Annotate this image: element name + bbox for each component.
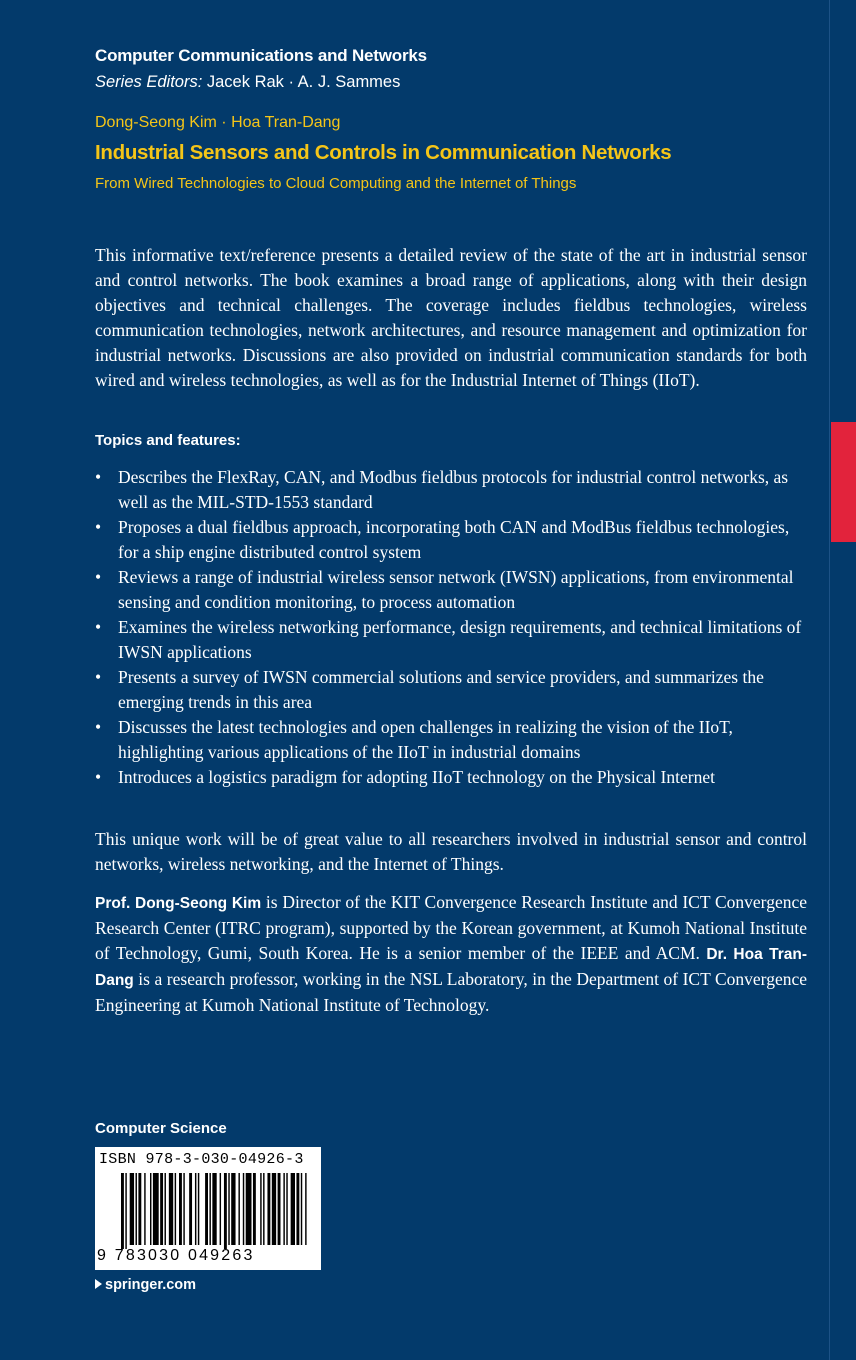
barcode-bar (153, 1173, 159, 1245)
bio-author1-text: is Director of the KIT Convergence Research Institute and ICT Convergence Research Center (ITRC program), supported by the Korean government, at Kumoh National Institute of Technology, Gumi, South Korea. He is a senior member of the IEEE and ACM. (95, 892, 808, 963)
bio-author1-name: Prof. Dong-Seong Kim (95, 895, 262, 912)
bio-author2-text: is a research professor, working in the NSL Laboratory, in the Department of ICT Convergence Engineering at Kumoh National Institute of Technology. (95, 969, 807, 1015)
barcode-bar (165, 1173, 166, 1245)
feature-item: • Presents a survey of IWSN commercial solutions and service providers, and summarizes the emerging trends in this area (95, 665, 807, 715)
series-editors (95, 73, 400, 92)
barcode-bar (220, 1173, 221, 1245)
barcode-bar (209, 1173, 210, 1245)
barcode-bar (195, 1173, 196, 1245)
feature-item: • Introduces a logistics paradigm for adopting IIoT technology on the Physical Internet (95, 765, 807, 790)
barcode-bar (260, 1173, 261, 1245)
barcode-bar (253, 1173, 256, 1245)
book-authors: Dong-Seong Kim · Hoa Tran-Dang (95, 114, 341, 131)
bio-author2-name: Dr. Hoa Tran-Dang (95, 946, 808, 989)
barcode-bar (296, 1173, 299, 1245)
features-list (95, 465, 807, 790)
arrow-right-icon (95, 1279, 102, 1289)
barcode-bar (228, 1173, 229, 1245)
barcode-bar (263, 1173, 264, 1245)
subject-category: Computer Science (95, 1120, 227, 1137)
feature-item: • Reviews a range of industrial wireless sensor network (IWSN) applications, from environmental sensing and condition monitoring, to process automation (95, 565, 807, 615)
barcode-digits: 9 783030 049263 (97, 1247, 255, 1264)
barcode-bar (305, 1173, 306, 1245)
book-subtitle: From Wired Technologies to Cloud Computing and the Internet of Things (95, 175, 577, 192)
barcode-bar (144, 1173, 145, 1245)
barcode-bar (278, 1173, 281, 1245)
barcode-bar (243, 1173, 244, 1245)
barcode-bar (272, 1173, 276, 1245)
barcode-icon (95, 1169, 321, 1249)
barcode-bar (150, 1173, 151, 1245)
feature-item: • Discusses the latest technologies and open challenges in realizing the vision of the IIoT, highlighting various applications of the IIoT in industrial domains (95, 715, 807, 765)
topics-heading: Topics and features: (95, 432, 241, 449)
barcode-bar (238, 1173, 239, 1245)
isbn-label: ISBN 978-3-030-04926-3 (99, 1151, 304, 1168)
barcode-bar (175, 1173, 176, 1245)
feature-item: • Describes the FlexRay, CAN, and Modbus fieldbus protocols for industrial control networks, as well as the MIL-STD-1553 standard (95, 465, 807, 515)
value-statement: This unique work will be of great value to all researchers involved in industrial sensor and control networks, wireless networking, and the Internet of Things. (95, 829, 807, 874)
series-editors-label: Series Editors: (95, 73, 203, 91)
barcode-bar (286, 1173, 287, 1245)
barcode-bar (160, 1173, 163, 1245)
publisher-website[interactable] (95, 1277, 196, 1293)
barcode-bar (189, 1173, 192, 1245)
barcode-bar (198, 1173, 199, 1245)
spine-red-tab (831, 422, 856, 542)
barcode-bar (283, 1173, 284, 1245)
feature-item: • Proposes a dual fieldbus approach, incorporating both CAN and ModBus fieldbus technologies, for a ship engine distributed control system (95, 515, 807, 565)
barcode-bar (130, 1173, 134, 1245)
author-bio (95, 890, 807, 1018)
spine-edge-line (829, 0, 830, 1360)
isbn-barcode (95, 1147, 321, 1270)
publisher-website-label: springer.com (105, 1277, 197, 1293)
barcode-bar (169, 1173, 173, 1245)
barcode-bar (205, 1173, 208, 1245)
barcode-bar (231, 1173, 235, 1245)
intro-paragraph: This informative text/reference presents a detailed review of the state of the art in industrial sensor and control networks. The book examines a broad range of applications, along with their design objectives and technical challenges. The coverage includes fieldbus technologies, wireless communication technologies, network architectures, and resource management and optimization for industrial networks. Discussions are also provided on industrial communication standards for both wired and wireless technologies, as well as for the Industrial Internet of Things (IIoT). (95, 245, 807, 390)
barcode-bar (121, 1173, 124, 1249)
barcode-bar (183, 1173, 184, 1245)
barcode-bar (291, 1173, 295, 1245)
book-title: Industrial Sensors and Controls in Communication Networks (95, 141, 672, 164)
barcode-bar (179, 1173, 182, 1245)
barcode-bar (125, 1173, 126, 1249)
series-editors-names: Jacek Rak · A. J. Sammes (202, 73, 401, 91)
feature-item: • Examines the wireless networking performance, design requirements, and technical limitations of IWSN applications (95, 615, 807, 665)
barcode-bar (267, 1173, 270, 1245)
barcode-bar (138, 1173, 141, 1245)
barcode-bar (212, 1173, 216, 1245)
barcode-bar (246, 1173, 252, 1245)
series-title: Computer Communications and Networks (95, 46, 427, 65)
barcode-bar (136, 1173, 137, 1245)
barcode-bar (224, 1173, 227, 1249)
barcode-bar (301, 1173, 302, 1245)
